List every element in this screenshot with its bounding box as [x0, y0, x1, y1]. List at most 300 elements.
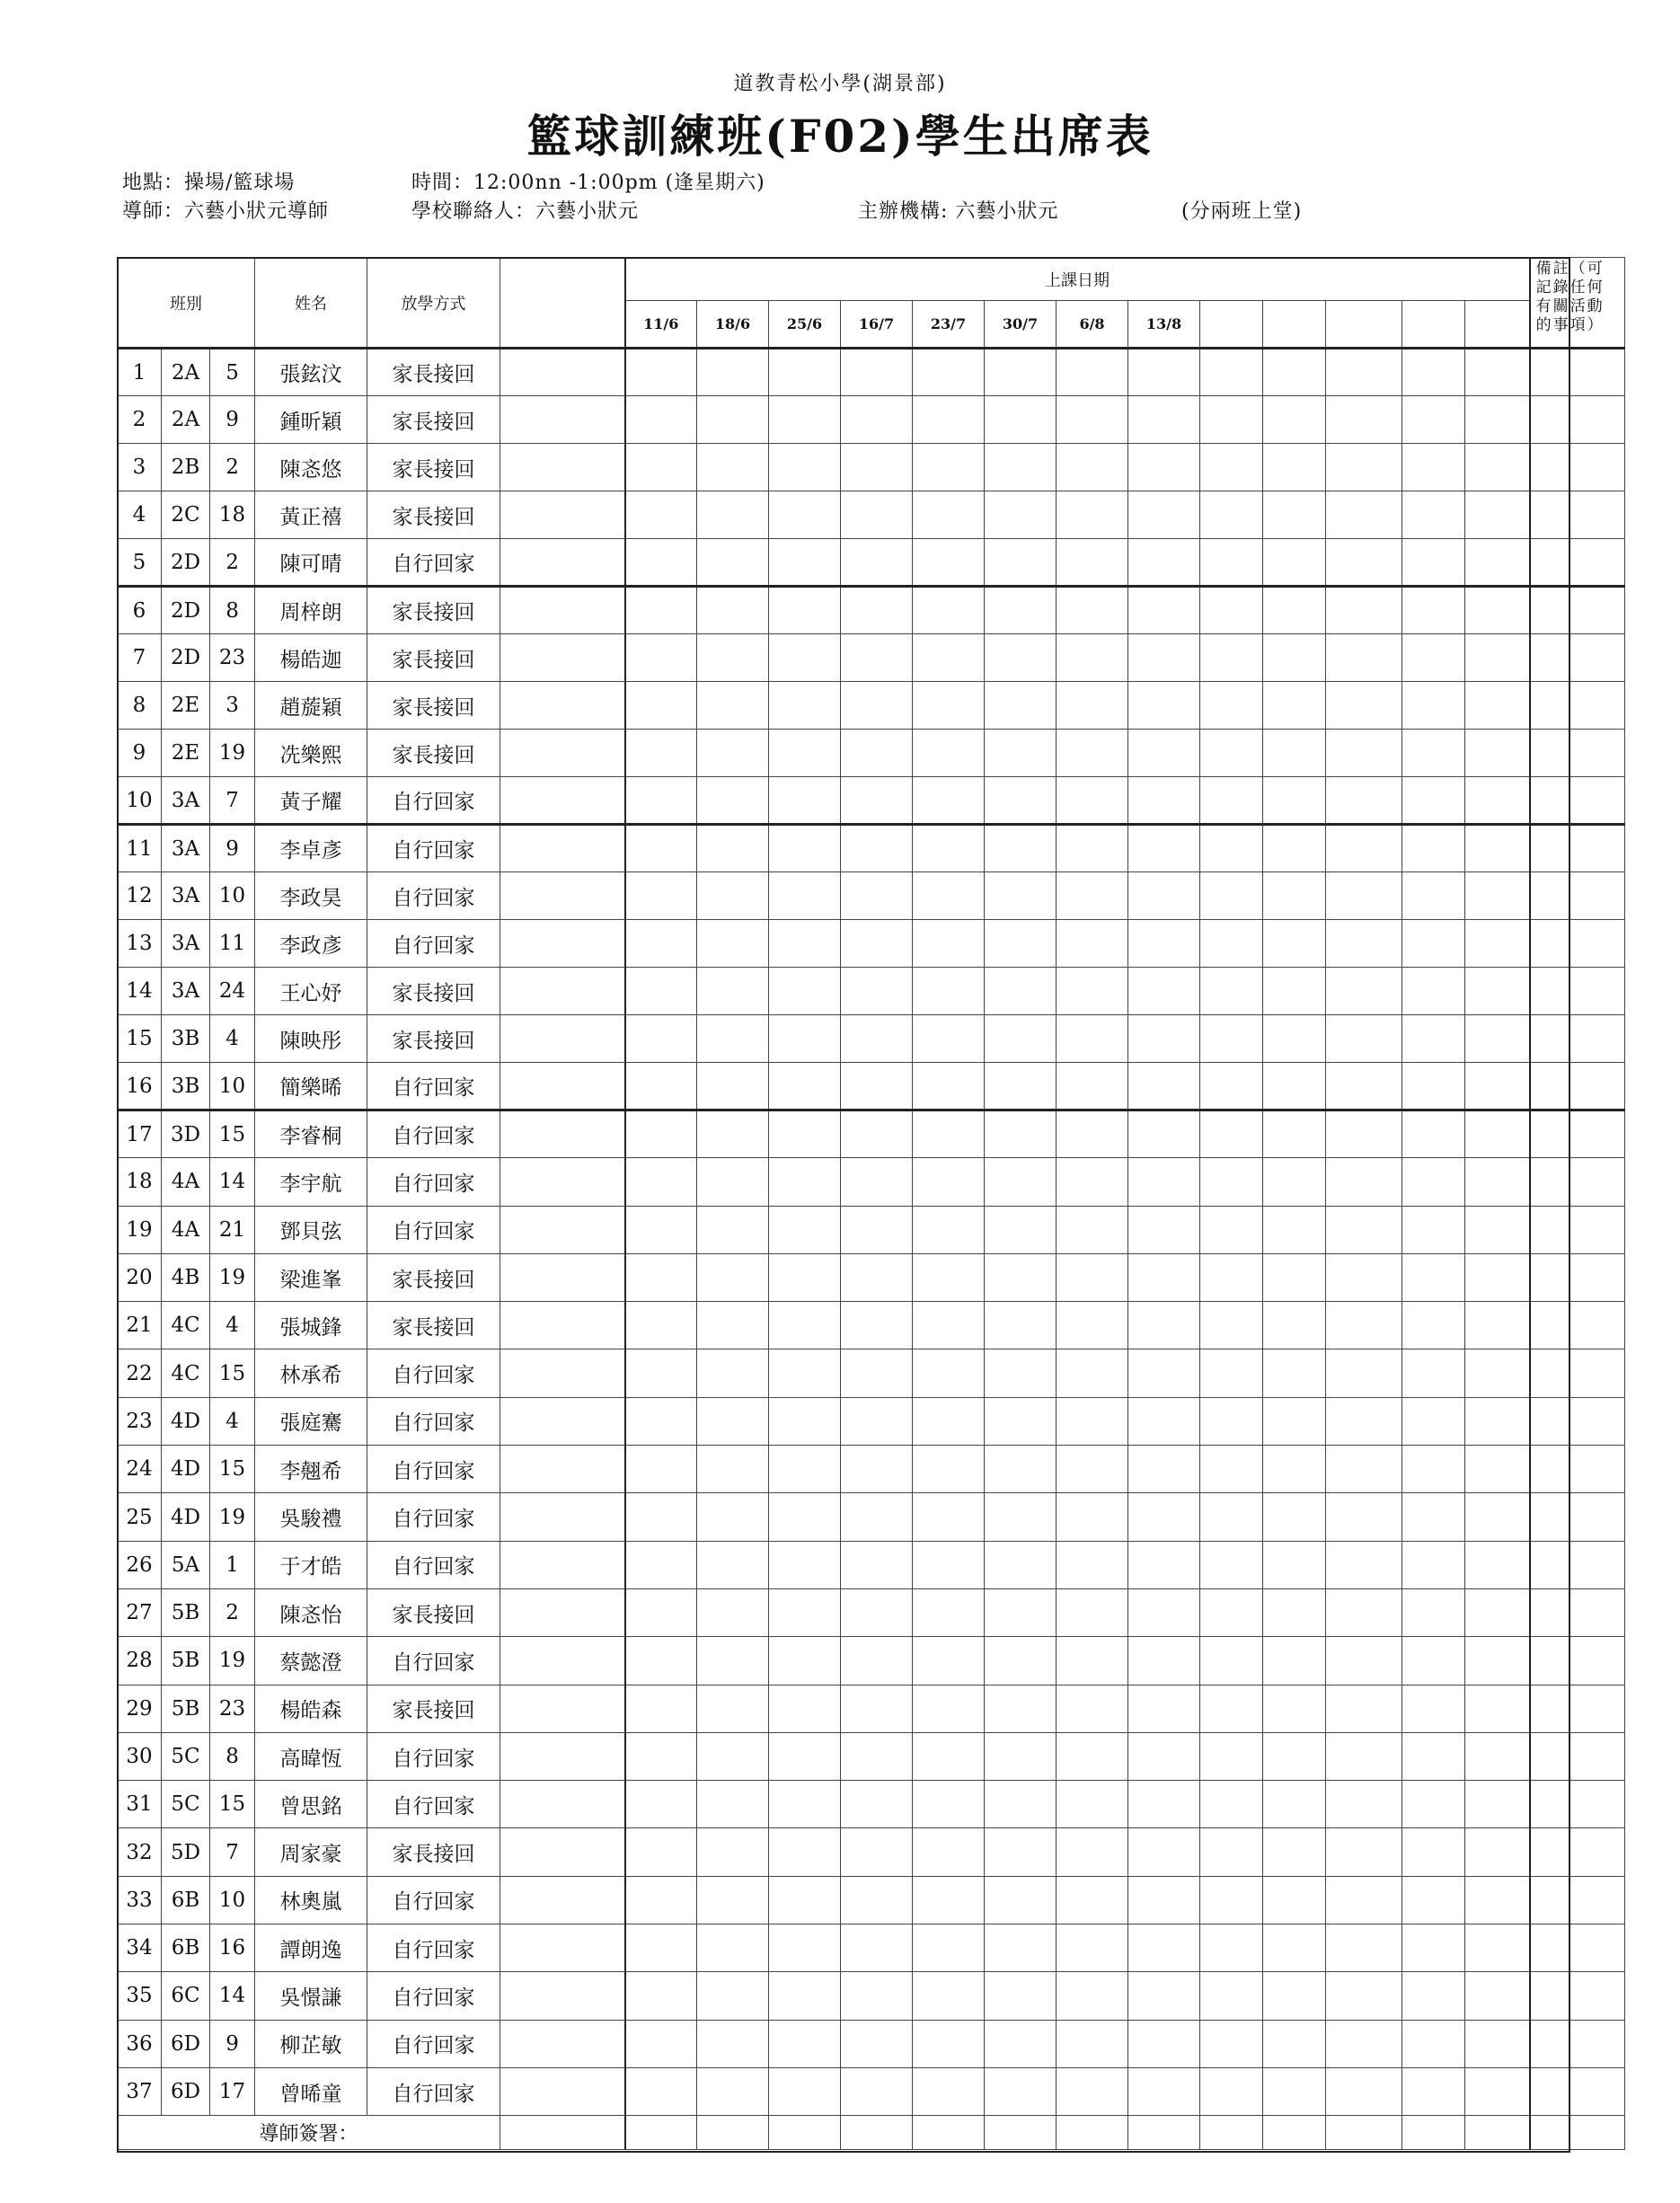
- attendance-cell[interactable]: [1263, 1924, 1326, 1972]
- attendance-cell[interactable]: [1263, 1253, 1326, 1301]
- attendance-cell[interactable]: [1465, 730, 1530, 777]
- attendance-cell[interactable]: [1402, 825, 1465, 872]
- attendance-cell[interactable]: [1465, 634, 1530, 682]
- attendance-cell[interactable]: [913, 682, 985, 730]
- attendance-cell[interactable]: [1465, 396, 1530, 444]
- signature-cell[interactable]: [841, 2116, 913, 2150]
- remarks-cell[interactable]: [1530, 1828, 1625, 1876]
- attendance-cell[interactable]: [1402, 872, 1465, 920]
- attendance-cell[interactable]: [1263, 587, 1326, 634]
- attendance-cell[interactable]: [913, 920, 985, 968]
- attendance-cell[interactable]: [841, 1685, 913, 1732]
- attendance-cell[interactable]: [1057, 491, 1128, 539]
- attendance-cell[interactable]: [697, 1828, 769, 1876]
- attendance-cell[interactable]: [1465, 1541, 1530, 1588]
- signature-cell[interactable]: [769, 2116, 841, 2150]
- attendance-cell[interactable]: [1326, 1685, 1402, 1732]
- attendance-cell[interactable]: [1402, 1302, 1465, 1349]
- attendance-cell[interactable]: [985, 1972, 1057, 2020]
- attendance-cell[interactable]: [1465, 444, 1530, 491]
- attendance-cell[interactable]: [625, 2067, 697, 2115]
- attendance-cell[interactable]: [1465, 1349, 1530, 1397]
- attendance-cell[interactable]: [913, 2020, 985, 2067]
- attendance-cell[interactable]: [841, 1397, 913, 1445]
- attendance-cell[interactable]: [1057, 1493, 1128, 1541]
- attendance-cell[interactable]: [625, 968, 697, 1015]
- attendance-cell[interactable]: [697, 1876, 769, 1924]
- attendance-cell[interactable]: [1200, 2067, 1263, 2115]
- attendance-cell[interactable]: [1402, 920, 1465, 968]
- attendance-cell[interactable]: [1465, 682, 1530, 730]
- attendance-cell[interactable]: [1057, 539, 1128, 587]
- attendance-cell[interactable]: [625, 1493, 697, 1541]
- attendance-cell[interactable]: [913, 1732, 985, 1780]
- attendance-cell[interactable]: [985, 1253, 1057, 1301]
- attendance-cell[interactable]: [841, 1541, 913, 1588]
- attendance-cell[interactable]: [1263, 1493, 1326, 1541]
- attendance-cell[interactable]: [1200, 1302, 1263, 1349]
- attendance-cell[interactable]: [1465, 1063, 1530, 1110]
- attendance-cell[interactable]: [1402, 1110, 1465, 1158]
- attendance-cell[interactable]: [769, 1924, 841, 1972]
- attendance-cell[interactable]: [1263, 539, 1326, 587]
- attendance-cell[interactable]: [985, 634, 1057, 682]
- attendance-cell[interactable]: [1200, 1972, 1263, 2020]
- attendance-cell[interactable]: [1326, 1588, 1402, 1636]
- attendance-cell[interactable]: [841, 491, 913, 539]
- attendance-cell[interactable]: [1326, 682, 1402, 730]
- attendance-cell[interactable]: [1263, 1446, 1326, 1493]
- attendance-cell[interactable]: [1263, 1158, 1326, 1206]
- attendance-cell[interactable]: [1402, 1493, 1465, 1541]
- attendance-cell[interactable]: [1326, 1637, 1402, 1685]
- attendance-cell[interactable]: [1326, 1015, 1402, 1063]
- attendance-cell[interactable]: [697, 1924, 769, 1972]
- remarks-cell[interactable]: [1530, 1206, 1625, 1253]
- attendance-cell[interactable]: [1402, 1541, 1465, 1588]
- attendance-cell[interactable]: [841, 1158, 913, 1206]
- attendance-cell[interactable]: [1465, 1015, 1530, 1063]
- attendance-cell[interactable]: [1200, 1732, 1263, 1780]
- attendance-cell[interactable]: [1263, 1349, 1326, 1397]
- attendance-cell[interactable]: [697, 1446, 769, 1493]
- attendance-cell[interactable]: [913, 1349, 985, 1397]
- attendance-cell[interactable]: [1465, 539, 1530, 587]
- attendance-cell[interactable]: [697, 2067, 769, 2115]
- attendance-cell[interactable]: [1200, 1588, 1263, 1636]
- attendance-cell[interactable]: [1057, 1158, 1128, 1206]
- attendance-cell[interactable]: [697, 1541, 769, 1588]
- attendance-cell[interactable]: [1402, 634, 1465, 682]
- attendance-cell[interactable]: [985, 587, 1057, 634]
- attendance-cell[interactable]: [985, 1588, 1057, 1636]
- attendance-cell[interactable]: [1263, 634, 1326, 682]
- attendance-cell[interactable]: [913, 1924, 985, 1972]
- attendance-cell[interactable]: [1057, 1685, 1128, 1732]
- attendance-cell[interactable]: [625, 396, 697, 444]
- attendance-cell[interactable]: [1465, 2067, 1530, 2115]
- attendance-cell[interactable]: [1200, 1110, 1263, 1158]
- attendance-cell[interactable]: [985, 1924, 1057, 1972]
- attendance-cell[interactable]: [1057, 1541, 1128, 1588]
- attendance-cell[interactable]: [769, 2020, 841, 2067]
- attendance-cell[interactable]: [913, 1493, 985, 1541]
- attendance-cell[interactable]: [1465, 1828, 1530, 1876]
- attendance-cell[interactable]: [985, 1015, 1057, 1063]
- attendance-cell[interactable]: [841, 872, 913, 920]
- attendance-cell[interactable]: [697, 1781, 769, 1828]
- attendance-cell[interactable]: [1128, 825, 1200, 872]
- attendance-cell[interactable]: [985, 539, 1057, 587]
- remarks-cell[interactable]: [1530, 539, 1625, 587]
- attendance-cell[interactable]: [913, 1110, 985, 1158]
- attendance-cell[interactable]: [697, 968, 769, 1015]
- remarks-cell[interactable]: [1530, 1397, 1625, 1445]
- attendance-cell[interactable]: [769, 1781, 841, 1828]
- attendance-cell[interactable]: [1465, 1397, 1530, 1445]
- attendance-cell[interactable]: [1057, 2067, 1128, 2115]
- attendance-cell[interactable]: [913, 1685, 985, 1732]
- attendance-cell[interactable]: [1465, 777, 1530, 825]
- attendance-cell[interactable]: [1128, 1493, 1200, 1541]
- attendance-cell[interactable]: [1128, 1588, 1200, 1636]
- attendance-cell[interactable]: [985, 2020, 1057, 2067]
- remarks-cell[interactable]: [1530, 1637, 1625, 1685]
- attendance-cell[interactable]: [1057, 1349, 1128, 1397]
- attendance-cell[interactable]: [1200, 777, 1263, 825]
- attendance-cell[interactable]: [1200, 539, 1263, 587]
- attendance-cell[interactable]: [1465, 491, 1530, 539]
- attendance-cell[interactable]: [697, 1110, 769, 1158]
- attendance-cell[interactable]: [1128, 396, 1200, 444]
- attendance-cell[interactable]: [697, 2020, 769, 2067]
- attendance-cell[interactable]: [1200, 1446, 1263, 1493]
- attendance-cell[interactable]: [1200, 1637, 1263, 1685]
- attendance-cell[interactable]: [1326, 1924, 1402, 1972]
- signature-cell[interactable]: [1326, 2116, 1402, 2150]
- attendance-cell[interactable]: [769, 444, 841, 491]
- attendance-cell[interactable]: [1057, 1972, 1128, 2020]
- attendance-cell[interactable]: [1326, 1876, 1402, 1924]
- attendance-cell[interactable]: [1402, 1685, 1465, 1732]
- remarks-cell[interactable]: [1530, 1972, 1625, 2020]
- remarks-cell[interactable]: [1530, 1015, 1625, 1063]
- attendance-cell[interactable]: [913, 1397, 985, 1445]
- attendance-cell[interactable]: [1128, 1781, 1200, 1828]
- attendance-cell[interactable]: [697, 682, 769, 730]
- attendance-cell[interactable]: [985, 777, 1057, 825]
- attendance-cell[interactable]: [913, 491, 985, 539]
- attendance-cell[interactable]: [1402, 491, 1465, 539]
- attendance-cell[interactable]: [1402, 444, 1465, 491]
- attendance-cell[interactable]: [1402, 1732, 1465, 1780]
- remarks-cell[interactable]: [1530, 872, 1625, 920]
- attendance-cell[interactable]: [1057, 1110, 1128, 1158]
- attendance-cell[interactable]: [1465, 920, 1530, 968]
- attendance-cell[interactable]: [1057, 2020, 1128, 2067]
- attendance-cell[interactable]: [769, 872, 841, 920]
- attendance-cell[interactable]: [625, 444, 697, 491]
- attendance-cell[interactable]: [1402, 1637, 1465, 1685]
- attendance-cell[interactable]: [913, 1253, 985, 1301]
- attendance-cell[interactable]: [1263, 1781, 1326, 1828]
- attendance-cell[interactable]: [1465, 1110, 1530, 1158]
- attendance-cell[interactable]: [1326, 1397, 1402, 1445]
- attendance-cell[interactable]: [1057, 920, 1128, 968]
- attendance-cell[interactable]: [769, 1446, 841, 1493]
- attendance-cell[interactable]: [1200, 1158, 1263, 1206]
- attendance-cell[interactable]: [769, 539, 841, 587]
- attendance-cell[interactable]: [913, 1972, 985, 2020]
- remarks-cell[interactable]: [1530, 491, 1625, 539]
- attendance-cell[interactable]: [1326, 634, 1402, 682]
- attendance-cell[interactable]: [1465, 1253, 1530, 1301]
- attendance-cell[interactable]: [841, 1302, 913, 1349]
- attendance-cell[interactable]: [1057, 1397, 1128, 1445]
- attendance-cell[interactable]: [913, 444, 985, 491]
- attendance-cell[interactable]: [841, 1637, 913, 1685]
- attendance-cell[interactable]: [625, 1206, 697, 1253]
- attendance-cell[interactable]: [1128, 968, 1200, 1015]
- attendance-cell[interactable]: [1128, 1972, 1200, 2020]
- attendance-cell[interactable]: [1057, 730, 1128, 777]
- attendance-cell[interactable]: [625, 777, 697, 825]
- attendance-cell[interactable]: [1326, 587, 1402, 634]
- attendance-cell[interactable]: [769, 1828, 841, 1876]
- attendance-cell[interactable]: [1465, 349, 1530, 396]
- remarks-cell[interactable]: [1530, 2020, 1625, 2067]
- remarks-cell[interactable]: [1530, 444, 1625, 491]
- attendance-cell[interactable]: [841, 444, 913, 491]
- attendance-cell[interactable]: [913, 730, 985, 777]
- attendance-cell[interactable]: [913, 1063, 985, 1110]
- attendance-cell[interactable]: [1200, 1349, 1263, 1397]
- attendance-cell[interactable]: [769, 491, 841, 539]
- attendance-cell[interactable]: [841, 968, 913, 1015]
- attendance-cell[interactable]: [1057, 1302, 1128, 1349]
- attendance-cell[interactable]: [1128, 1924, 1200, 1972]
- attendance-cell[interactable]: [625, 1685, 697, 1732]
- attendance-cell[interactable]: [841, 777, 913, 825]
- attendance-cell[interactable]: [625, 1158, 697, 1206]
- attendance-cell[interactable]: [985, 968, 1057, 1015]
- attendance-cell[interactable]: [1326, 1493, 1402, 1541]
- signature-cell[interactable]: [1402, 2116, 1465, 2150]
- attendance-cell[interactable]: [841, 1828, 913, 1876]
- attendance-cell[interactable]: [1057, 1781, 1128, 1828]
- attendance-cell[interactable]: [985, 1828, 1057, 1876]
- attendance-cell[interactable]: [1465, 1302, 1530, 1349]
- attendance-cell[interactable]: [1057, 968, 1128, 1015]
- attendance-cell[interactable]: [1326, 1158, 1402, 1206]
- attendance-cell[interactable]: [913, 1302, 985, 1349]
- attendance-cell[interactable]: [1057, 1015, 1128, 1063]
- attendance-cell[interactable]: [1128, 1206, 1200, 1253]
- attendance-cell[interactable]: [913, 777, 985, 825]
- signature-cell[interactable]: [913, 2116, 985, 2150]
- attendance-cell[interactable]: [1128, 730, 1200, 777]
- attendance-cell[interactable]: [841, 587, 913, 634]
- attendance-cell[interactable]: [1263, 2067, 1326, 2115]
- attendance-cell[interactable]: [625, 1349, 697, 1397]
- attendance-cell[interactable]: [985, 444, 1057, 491]
- attendance-cell[interactable]: [841, 1253, 913, 1301]
- attendance-cell[interactable]: [913, 1446, 985, 1493]
- attendance-cell[interactable]: [697, 587, 769, 634]
- attendance-cell[interactable]: [1128, 1253, 1200, 1301]
- attendance-cell[interactable]: [1402, 587, 1465, 634]
- remarks-cell[interactable]: [1530, 587, 1625, 634]
- attendance-cell[interactable]: [1263, 777, 1326, 825]
- attendance-cell[interactable]: [769, 349, 841, 396]
- attendance-cell[interactable]: [625, 920, 697, 968]
- attendance-cell[interactable]: [985, 1349, 1057, 1397]
- remarks-cell[interactable]: [1530, 1446, 1625, 1493]
- attendance-cell[interactable]: [1326, 825, 1402, 872]
- attendance-cell[interactable]: [1465, 825, 1530, 872]
- attendance-cell[interactable]: [841, 730, 913, 777]
- attendance-cell[interactable]: [769, 1015, 841, 1063]
- attendance-cell[interactable]: [841, 1972, 913, 2020]
- attendance-cell[interactable]: [697, 1637, 769, 1685]
- attendance-cell[interactable]: [913, 872, 985, 920]
- attendance-cell[interactable]: [913, 1206, 985, 1253]
- attendance-cell[interactable]: [1402, 1828, 1465, 1876]
- attendance-cell[interactable]: [697, 777, 769, 825]
- attendance-cell[interactable]: [1465, 1685, 1530, 1732]
- remarks-cell[interactable]: [1530, 1876, 1625, 1924]
- attendance-cell[interactable]: [1402, 1972, 1465, 2020]
- attendance-cell[interactable]: [625, 1972, 697, 2020]
- attendance-cell[interactable]: [697, 1206, 769, 1253]
- attendance-cell[interactable]: [1263, 1110, 1326, 1158]
- attendance-cell[interactable]: [1057, 1828, 1128, 1876]
- attendance-cell[interactable]: [985, 1397, 1057, 1445]
- attendance-cell[interactable]: [625, 539, 697, 587]
- attendance-cell[interactable]: [697, 491, 769, 539]
- attendance-cell[interactable]: [841, 1732, 913, 1780]
- attendance-cell[interactable]: [1402, 1206, 1465, 1253]
- attendance-cell[interactable]: [1263, 920, 1326, 968]
- attendance-cell[interactable]: [1200, 872, 1263, 920]
- attendance-cell[interactable]: [985, 920, 1057, 968]
- attendance-cell[interactable]: [1200, 444, 1263, 491]
- attendance-cell[interactable]: [1402, 2020, 1465, 2067]
- attendance-cell[interactable]: [1465, 1158, 1530, 1206]
- attendance-cell[interactable]: [625, 1446, 697, 1493]
- attendance-cell[interactable]: [769, 1972, 841, 2020]
- attendance-cell[interactable]: [625, 349, 697, 396]
- attendance-cell[interactable]: [1263, 682, 1326, 730]
- remarks-cell[interactable]: [1530, 634, 1625, 682]
- attendance-cell[interactable]: [769, 777, 841, 825]
- attendance-cell[interactable]: [1326, 1063, 1402, 1110]
- remarks-cell[interactable]: [1530, 777, 1625, 825]
- attendance-cell[interactable]: [985, 682, 1057, 730]
- attendance-cell[interactable]: [1200, 730, 1263, 777]
- attendance-cell[interactable]: [913, 1541, 985, 1588]
- attendance-cell[interactable]: [769, 1158, 841, 1206]
- attendance-cell[interactable]: [1263, 1588, 1326, 1636]
- attendance-cell[interactable]: [1263, 968, 1326, 1015]
- remarks-cell[interactable]: [1530, 1493, 1625, 1541]
- attendance-cell[interactable]: [1465, 872, 1530, 920]
- attendance-cell[interactable]: [1326, 1732, 1402, 1780]
- attendance-cell[interactable]: [625, 1253, 697, 1301]
- attendance-cell[interactable]: [697, 444, 769, 491]
- attendance-cell[interactable]: [1402, 1781, 1465, 1828]
- attendance-cell[interactable]: [1057, 682, 1128, 730]
- attendance-cell[interactable]: [985, 1637, 1057, 1685]
- remarks-cell[interactable]: [1530, 1924, 1625, 1972]
- attendance-cell[interactable]: [913, 1637, 985, 1685]
- attendance-cell[interactable]: [1057, 349, 1128, 396]
- attendance-cell[interactable]: [1200, 1253, 1263, 1301]
- attendance-cell[interactable]: [1057, 1637, 1128, 1685]
- attendance-cell[interactable]: [1200, 1206, 1263, 1253]
- attendance-cell[interactable]: [1465, 2020, 1530, 2067]
- attendance-cell[interactable]: [1128, 872, 1200, 920]
- attendance-cell[interactable]: [985, 1302, 1057, 1349]
- signature-cell[interactable]: [1263, 2116, 1326, 2150]
- attendance-cell[interactable]: [1057, 587, 1128, 634]
- attendance-cell[interactable]: [841, 1588, 913, 1636]
- attendance-cell[interactable]: [1128, 1685, 1200, 1732]
- remarks-cell[interactable]: [1530, 1158, 1625, 1206]
- attendance-cell[interactable]: [1263, 396, 1326, 444]
- attendance-cell[interactable]: [1326, 1972, 1402, 2020]
- attendance-cell[interactable]: [985, 1158, 1057, 1206]
- attendance-cell[interactable]: [1402, 1876, 1465, 1924]
- attendance-cell[interactable]: [841, 1924, 913, 1972]
- attendance-cell[interactable]: [625, 491, 697, 539]
- attendance-cell[interactable]: [1263, 872, 1326, 920]
- attendance-cell[interactable]: [985, 1732, 1057, 1780]
- attendance-cell[interactable]: [1263, 1637, 1326, 1685]
- attendance-cell[interactable]: [1326, 777, 1402, 825]
- attendance-cell[interactable]: [985, 1541, 1057, 1588]
- attendance-cell[interactable]: [697, 1349, 769, 1397]
- attendance-cell[interactable]: [1402, 730, 1465, 777]
- attendance-cell[interactable]: [985, 1446, 1057, 1493]
- attendance-cell[interactable]: [1057, 1924, 1128, 1972]
- attendance-cell[interactable]: [1128, 349, 1200, 396]
- remarks-cell[interactable]: [1530, 968, 1625, 1015]
- attendance-cell[interactable]: [841, 1781, 913, 1828]
- attendance-cell[interactable]: [1200, 634, 1263, 682]
- attendance-cell[interactable]: [1263, 825, 1326, 872]
- attendance-cell[interactable]: [769, 1685, 841, 1732]
- attendance-cell[interactable]: [1263, 1972, 1326, 2020]
- attendance-cell[interactable]: [841, 1015, 913, 1063]
- attendance-cell[interactable]: [1200, 1541, 1263, 1588]
- attendance-cell[interactable]: [625, 1588, 697, 1636]
- attendance-cell[interactable]: [769, 920, 841, 968]
- remarks-cell[interactable]: [1530, 349, 1625, 396]
- attendance-cell[interactable]: [1326, 920, 1402, 968]
- attendance-cell[interactable]: [1402, 2067, 1465, 2115]
- attendance-cell[interactable]: [1326, 1302, 1402, 1349]
- attendance-cell[interactable]: [1200, 1685, 1263, 1732]
- attendance-cell[interactable]: [697, 1397, 769, 1445]
- remarks-cell[interactable]: [1530, 1110, 1625, 1158]
- remarks-cell[interactable]: [1530, 1541, 1625, 1588]
- attendance-cell[interactable]: [625, 1828, 697, 1876]
- remarks-cell[interactable]: [1530, 396, 1625, 444]
- attendance-cell[interactable]: [1263, 1876, 1326, 1924]
- attendance-cell[interactable]: [1200, 1015, 1263, 1063]
- attendance-cell[interactable]: [1128, 491, 1200, 539]
